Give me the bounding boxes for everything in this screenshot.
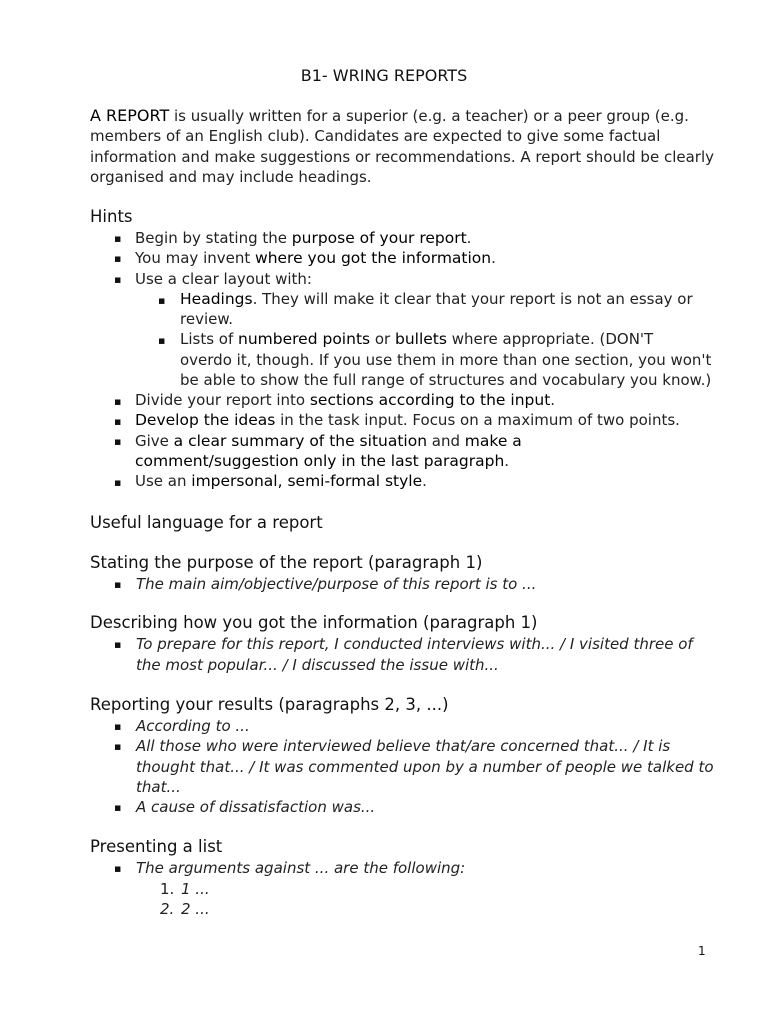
list-phrase: The arguments against ... are the following: xyxy=(136,859,466,877)
results-phrase-2-cont-2: that... xyxy=(136,778,181,796)
results-phrase-2: All those who were interviewed believe that/are concerned that... / It is xyxy=(136,737,671,755)
bullet-icon: ▪ xyxy=(114,415,122,428)
hint-summary-cont xyxy=(135,451,509,471)
hint-layout: Use a clear layout with: xyxy=(135,270,312,288)
bullet-icon: ▪ xyxy=(158,334,166,347)
bullet-icon: ▪ xyxy=(114,252,122,265)
list-item-1: 1 ... xyxy=(181,880,210,898)
hint-emphasis: numbered points xyxy=(238,330,371,348)
hints-heading: Hints xyxy=(90,207,133,226)
bullet-icon: ▪ xyxy=(114,720,122,733)
hint-text: or xyxy=(370,330,395,348)
document-title: B1- WRING REPORTS xyxy=(300,66,468,85)
hint-summary xyxy=(135,431,522,451)
results-heading: Reporting your results (paragraphs 2, 3, ...) xyxy=(90,695,449,714)
bullet-icon: ▪ xyxy=(114,578,122,591)
subhint-headings-cont: review. xyxy=(180,310,233,328)
hint-text: Lists of xyxy=(180,330,239,348)
hint-text: in the task input. Focus on a maximum of two points. xyxy=(275,411,680,429)
hint-emphasis: sections according to the input xyxy=(309,391,551,409)
hint-text: Give xyxy=(135,432,174,450)
hint-emphasis: comment/suggestion only in the last paragraph xyxy=(135,452,505,470)
info-heading: Describing how you got the information (paragraph 1) xyxy=(90,613,538,632)
hint-text: where appropriate. (DON'T xyxy=(446,330,654,348)
bullet-icon: ▪ xyxy=(114,862,122,875)
hint-text: . xyxy=(491,249,496,267)
intro-line-3: information and make suggestions or recommendations. A report should be clearly xyxy=(90,148,715,166)
intro-line-1-rest: is usually written for a superior (e.g. a teacher) or a peer group (e.g. xyxy=(169,107,689,125)
results-phrase-1: According to ... xyxy=(136,717,250,735)
list-number-1: 1. xyxy=(160,880,175,898)
hint-text: . They will make it clear that your report is not an essay or xyxy=(252,290,693,308)
bullet-icon: ▪ xyxy=(114,801,122,814)
list-number-2: 2. xyxy=(160,900,175,918)
hint-emphasis: a clear summary of the situation xyxy=(173,432,428,450)
hint-emphasis: impersonal, semi-formal style xyxy=(191,472,423,490)
hint-emphasis: Develop the ideas xyxy=(135,411,276,429)
bullet-icon: ▪ xyxy=(114,232,122,245)
info-phrase-1: To prepare for this report, I conducted interviews with... / I visited three of xyxy=(136,635,693,653)
hint-text: . xyxy=(504,452,510,470)
subhint-lists-cont-2: be able to show the full range of structures and vocabulary you know.) xyxy=(180,371,712,389)
bullet-icon: ▪ xyxy=(114,273,122,286)
hint-text: . xyxy=(466,229,472,247)
subhint-lists xyxy=(180,329,653,349)
intro-line-2: members of an English club). Candidates are expected to give some factual xyxy=(90,127,661,145)
info-phrase-2: the most popular... / I discussed the issue with... xyxy=(136,656,499,674)
hint-style xyxy=(135,471,427,491)
intro-line-1 xyxy=(90,106,689,126)
hint-emphasis: purpose of your report xyxy=(291,229,467,247)
hint-text: . xyxy=(550,391,556,409)
bullet-icon: ▪ xyxy=(114,395,122,408)
subhint-headings xyxy=(180,289,693,309)
hint-develop xyxy=(135,410,680,430)
hint-text: Use an xyxy=(135,472,192,490)
purpose-phrase: The main aim/objective/purpose of this report is to ... xyxy=(136,575,537,593)
hint-invent xyxy=(135,248,496,268)
hint-divide xyxy=(135,390,555,410)
subhint-lists-cont-1: overdo it, though. If you use them in more than one section, you won't xyxy=(180,351,712,369)
bullet-icon: ▪ xyxy=(114,476,122,489)
hint-emphasis: bullets xyxy=(394,330,447,348)
bullet-icon: ▪ xyxy=(158,294,166,307)
list-item-2: 2 ... xyxy=(181,900,210,918)
hint-text: Begin by stating the xyxy=(135,229,292,247)
intro-line-4: organised and may include headings. xyxy=(90,168,372,186)
purpose-heading: Stating the purpose of the report (paragraph 1) xyxy=(90,553,483,572)
hint-text: . xyxy=(422,472,427,490)
bullet-icon: ▪ xyxy=(114,740,122,753)
page-number: 1 xyxy=(698,944,706,958)
hint-text: and xyxy=(427,432,465,450)
bullet-icon: ▪ xyxy=(114,638,122,651)
hint-emphasis: Headings xyxy=(180,290,253,308)
results-phrase-3: A cause of dissatisfaction was... xyxy=(136,798,376,816)
hint-text: Divide your report into xyxy=(135,391,310,409)
hint-purpose xyxy=(135,228,471,248)
list-heading: Presenting a list xyxy=(90,837,223,856)
hint-text: You may invent xyxy=(135,249,256,267)
hint-emphasis: where you got the information xyxy=(255,249,492,267)
intro-lead: A REPORT xyxy=(90,106,170,125)
bullet-icon: ▪ xyxy=(114,435,122,448)
hint-emphasis: make a xyxy=(464,432,522,450)
useful-language-heading: Useful language for a report xyxy=(90,513,323,532)
results-phrase-2-cont-1: thought that... / It was commented upon by a number of people we talked to xyxy=(136,758,714,776)
